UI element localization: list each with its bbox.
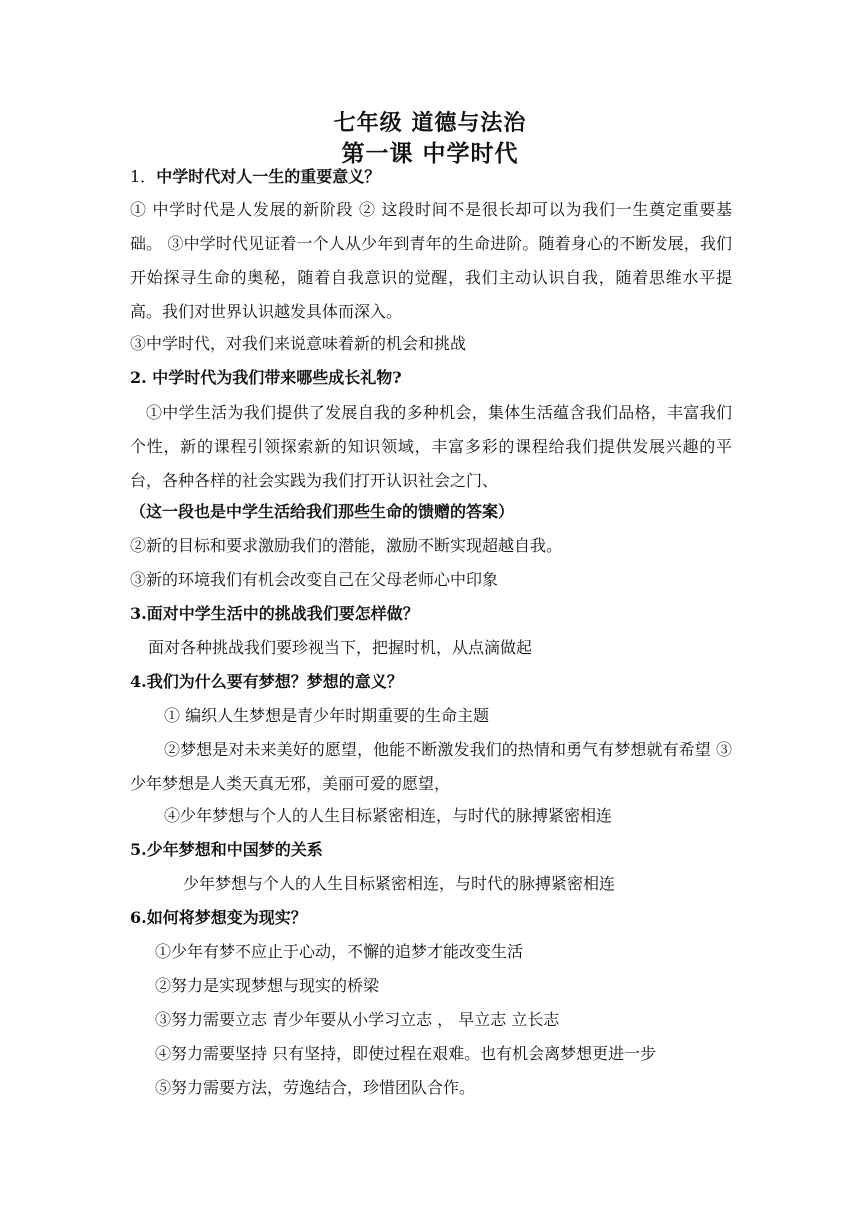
question-1-text: 中学时代对人一生的重要意义？ bbox=[156, 167, 381, 186]
document-title: 七年级 道德与法治 bbox=[333, 110, 527, 136]
question-2-item-3: ③新的环境我们有机会改变自己在父母老师心中印象 bbox=[130, 570, 499, 589]
question-5-heading: 5.少年梦想和中国梦的关系 bbox=[130, 840, 323, 859]
question-6-heading: 6.如何将梦想变为现实？ bbox=[130, 908, 307, 927]
question-6-item-4: ④努力需要坚持 只有坚持，即使过程在艰难。也有机会离梦想更进一步 bbox=[155, 1044, 657, 1063]
question-1-paragraph: ① 中学时代是人发展的新阶段 ② 这段时间不是很长却可以为我们一生奠定重要基础。 ③中学时代见证着一个人从少年到青年的生命进阶。随着身心的不断发展，我们开始探寻生命的奥秘，随着自我意识的觉醒，我们主动认识自我，随着思维水平提高。我们对世界认识越发具体而深入。 bbox=[130, 200, 732, 321]
question-4-item-1: ① 编织人生梦想是青少年时期重要的生命主题 bbox=[164, 706, 490, 725]
question-4-paragraph: ②梦想是对未来美好的愿望，他能不断激发我们的热情和勇气有梦想就有希望 ③少年梦想是人类天真无邪，美丽可爱的愿望， bbox=[130, 740, 732, 793]
question-4-heading: 4.我们为什么要有梦想？梦想的意义？ bbox=[130, 672, 403, 691]
question-6-item-1: ①少年有梦不应止于心动，不懈的追梦才能改变生活 bbox=[155, 942, 524, 961]
question-6-item-3: ③努力需要立志 青少年要从小学习立志 ， 早立志 立长志 bbox=[155, 1010, 560, 1029]
question-6-item-2: ②努力是实现梦想与现实的桥梁 bbox=[155, 976, 380, 995]
question-6-item-5: ⑤努力需要方法，劳逸结合，珍惜团队合作。 bbox=[155, 1078, 476, 1097]
question-2-note: （这一段也是中学生活给我们那些生命的馈赠的答案） bbox=[130, 502, 515, 521]
question-2-paragraph: ①中学生活为我们提供了发展自我的多种机会，集体生活蕴含我们品格，丰富我们个性，新的课程引领探索新的知识领域，丰富多彩的课程给我们提供发展兴趣的平台，各种各样的社会实践为我们打开认识社会之门、 bbox=[130, 403, 732, 490]
question-3-answer: 面对各种挑战我们要珍视当下，把握时机，从点滴做起 bbox=[148, 638, 533, 657]
lesson-title: 第一课 中学时代 bbox=[341, 140, 519, 167]
question-1-item-3: ③中学时代，对我们来说意味着新的机会和挑战 bbox=[130, 334, 467, 353]
question-1-heading bbox=[130, 166, 380, 188]
question-2-item-2: ②新的目标和要求激励我们的潜能，激励不断实现超越自我。 bbox=[130, 536, 563, 555]
question-3-heading: 3.面对中学生活中的挑战我们要怎样做？ bbox=[130, 604, 419, 623]
question-1-number: 1． bbox=[130, 167, 157, 186]
question-2-heading: 2. 中学时代为我们带来哪些成长礼物? bbox=[130, 368, 402, 387]
question-5-answer: 少年梦想与个人的人生目标紧密相连，与时代的脉搏紧密相连 bbox=[183, 874, 616, 893]
question-4-item-4: ④少年梦想与个人的人生目标紧密相连，与时代的脉搏紧密相连 bbox=[164, 806, 613, 825]
